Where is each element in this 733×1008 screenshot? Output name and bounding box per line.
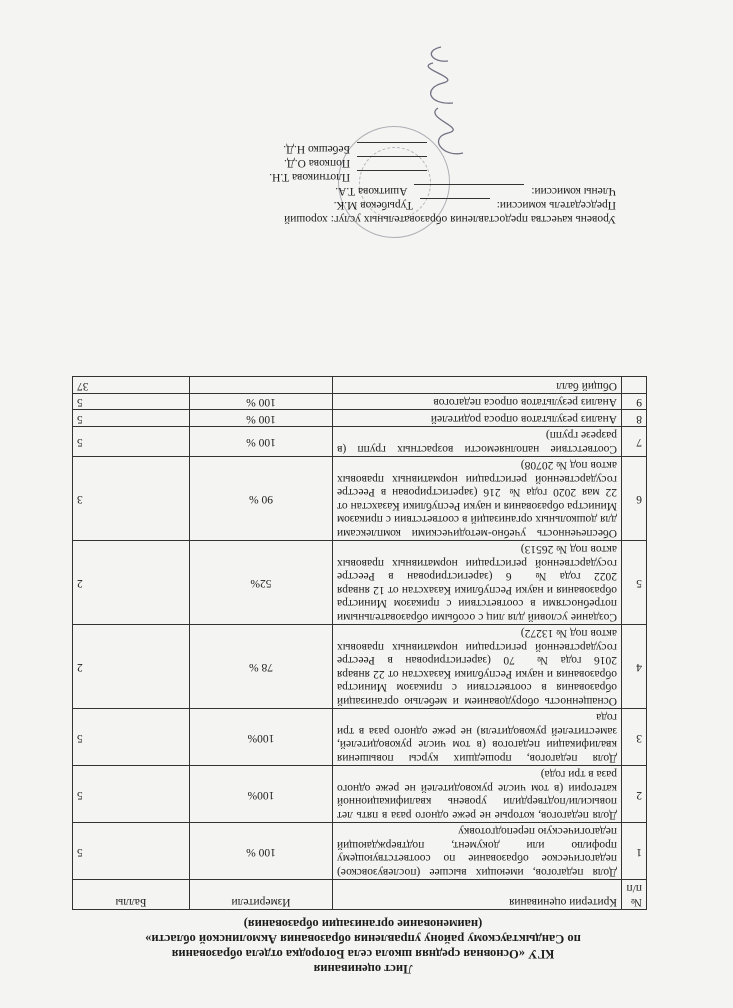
- table-row: [73, 394, 647, 411]
- row-criteria: Анализ результатов опроса педагогов: [333, 394, 622, 411]
- row-criteria: Доля педагогов, имеющих высшее (послевузовское) педагогическое образование по соответствующему профилю или документ, подтверждающий педагогическую переподготовку: [333, 823, 622, 880]
- chair-name: Турыбеков М.К.: [333, 199, 413, 211]
- total-score: 37: [73, 377, 190, 394]
- chair-label: Председатель комиссии:: [496, 199, 616, 211]
- header-measures: Измерители: [190, 880, 333, 910]
- table-row: [73, 427, 647, 457]
- row-num: 7: [622, 427, 647, 457]
- row-criteria: Анализ результатов опроса родителей: [333, 410, 622, 427]
- row-score: 2: [73, 625, 190, 709]
- chair-line: [269, 198, 616, 212]
- row-measure: 100 %: [190, 410, 333, 427]
- row-num: 4: [622, 625, 647, 709]
- signatures-block: [269, 142, 616, 226]
- row-score: 5: [73, 766, 190, 823]
- table-row: [73, 766, 647, 823]
- member-name: Бебешко Н.Д.: [283, 143, 351, 155]
- table-header-row: [73, 880, 647, 910]
- evaluation-table: [72, 377, 647, 911]
- row-measure: 52%: [190, 541, 333, 625]
- row-num: 8: [622, 410, 647, 427]
- quality-level: Уровень качества предоставления образовательных услуг: хороший: [284, 213, 616, 225]
- table-row: [73, 410, 647, 427]
- row-score: 5: [73, 709, 190, 766]
- total-row: [73, 377, 647, 394]
- member-signature-line: [357, 142, 427, 154]
- member-line: [269, 156, 616, 170]
- row-score: 5: [73, 427, 190, 457]
- row-criteria: Доля педагогов, которые не реже одного раза в пять лет повысили/подтвердили уровень квалификационной категории (в том числе руководителей не реже одного раза в три года): [333, 766, 622, 823]
- row-measure: 90 %: [190, 457, 333, 541]
- member-signature-line: [357, 170, 427, 182]
- title-line-3: по Сандыктаускому району управления образования Акмолинской области»: [145, 932, 581, 946]
- member-line: [269, 170, 616, 184]
- row-criteria: Доля педагогов, прошедших курсы повышения квалификации педагогов (в том числе руководителей, заместителей руководителя) не реже одного раза в три года: [333, 709, 622, 766]
- member-name: Ашиткова Т.А.: [335, 185, 408, 197]
- member-line: [269, 142, 616, 156]
- row-score: 5: [73, 394, 190, 411]
- title-line-1: Лист оценивания: [313, 962, 413, 976]
- row-score: 5: [73, 823, 190, 880]
- member-name: Плотникова Т.Н.: [269, 171, 351, 183]
- quality-level-line: [269, 212, 616, 226]
- row-measure: 100%: [190, 709, 333, 766]
- row-num: 6: [622, 457, 647, 541]
- table-row: [73, 823, 647, 880]
- row-num: 9: [622, 394, 647, 411]
- row-num: 1: [622, 823, 647, 880]
- row-measure: 78 %: [190, 625, 333, 709]
- row-criteria: Создание условий для лиц с особыми образовательными потребностями в соответствии с приказом Министра образования и науки Республики Казахстан от 12 января 2022 года № 6 (зарегистрирован в Реестре государственной регистрации нормативных правовых актов под № 26513): [333, 541, 622, 625]
- total-num-cell: [622, 377, 647, 394]
- row-measure: 100%: [190, 766, 333, 823]
- document-title: [143, 916, 583, 976]
- table-row: [73, 541, 647, 625]
- row-score: 3: [73, 457, 190, 541]
- title-line-4: (наименование организации образования): [243, 917, 483, 931]
- chair-signature-line: [420, 198, 490, 210]
- table-row: [73, 709, 647, 766]
- row-score: 2: [73, 541, 190, 625]
- header-score: Баллы: [73, 880, 190, 910]
- row-measure: 100 %: [190, 823, 333, 880]
- header-criteria: Критерии оценивания: [333, 880, 622, 910]
- member-line: [269, 184, 616, 198]
- total-measure-cell: [190, 377, 333, 394]
- row-measure: 100 %: [190, 427, 333, 457]
- row-criteria: Оснащенность оборудованием и мебелью организаций образования в соответствии с приказом Министра образования и науки Республики Казахстан от 22 января 2016 года № 70 (зарегистрирован в Реестре государственной регистрации нормативных правовых актов под № 13272): [333, 625, 622, 709]
- total-label: Общий балл: [333, 377, 622, 394]
- table-row: [73, 625, 647, 709]
- member-signature-line: [357, 156, 427, 168]
- row-num: 2: [622, 766, 647, 823]
- table-row: [73, 457, 647, 541]
- members-label: Члены комиссии:: [531, 185, 616, 197]
- row-criteria: Соответствие наполняемости возрастных групп (в разрезе групп): [333, 427, 622, 457]
- row-score: 5: [73, 410, 190, 427]
- member-name: Попкова О.Д.: [284, 157, 351, 169]
- row-num: 5: [622, 541, 647, 625]
- header-num: № п/п: [622, 880, 647, 910]
- row-num: 3: [622, 709, 647, 766]
- row-measure: 100 %: [190, 394, 333, 411]
- member-signature-line: [414, 184, 524, 196]
- row-criteria: Обеспеченность учебно-методическими комплексами для дошкольных организаций в соответствии с приказом Министра образования и науки Республики Казахстан от 22 мая 2020 года № 216 (зарегистрирован в Реестре государственной регистрации нормативных правовых актов под № 20708): [333, 457, 622, 541]
- title-line-2: КГУ «Основная средняя школа села Богородка отдела образования: [171, 947, 555, 961]
